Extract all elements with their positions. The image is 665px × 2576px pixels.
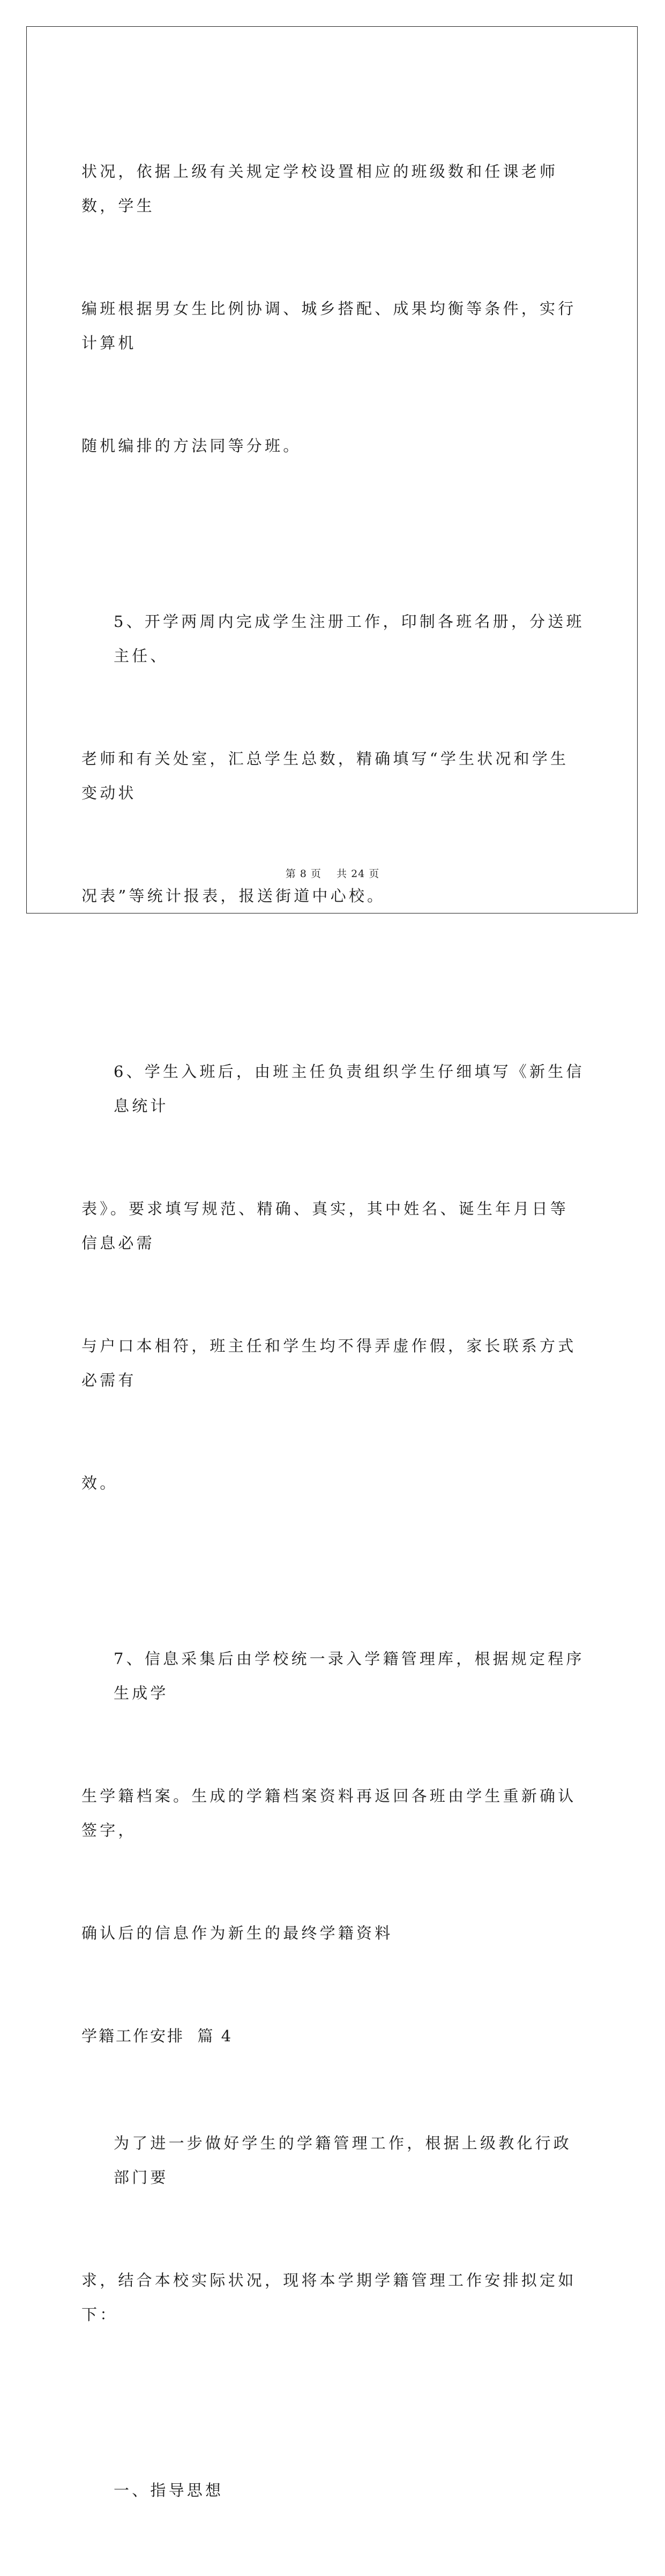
text-line: 一、指导思想 <box>114 2481 224 2499</box>
page-footer <box>0 866 665 880</box>
paragraph-1 <box>81 86 585 531</box>
text-line: 状况，依据上级有关规定学校设置相应的班级数和任课老师数，学生 <box>81 162 558 215</box>
text-line: 为了进一步做好学生的学籍管理工作，根据上级教化行政部门要 <box>114 2134 572 2186</box>
paragraph-5 <box>81 2057 585 2400</box>
text-line: 6、学生入班后，由班主任负责组织学生仔细填写《新生信息统计 <box>114 1062 585 1115</box>
paragraph-4 <box>81 1573 585 2019</box>
section-heading: 学籍工作安排 篇 4 <box>81 2027 233 2045</box>
text-line: 与户口本相符，班主任和学生均不得弄虚作假，家长联系方式必需有 <box>81 1337 577 1389</box>
text-line: 7、信息采集后由学校统一录入学籍管理库，根据规定程序生成学 <box>114 1650 585 1702</box>
text-line: 表》。要求填写规范、精确、真实，其中姓名、诞生年月日等信息必需 <box>81 1200 569 1252</box>
text-line: 生学籍档案。生成的学籍档案资料再返回各班由学生重新确认签字， <box>81 1787 577 1839</box>
text-line: 效。 <box>81 1474 118 1492</box>
text-line: 况表”等统计报表，报送街道中心校。 <box>81 887 386 905</box>
text-line: 编班根据男女生比例协调、城乡搭配、成果均衡等条件，实行计算机 <box>81 299 577 352</box>
page-number: 第 8 页 共 24 页 <box>285 868 380 880</box>
paragraph-2 <box>81 536 585 982</box>
text-line: 5、开学两周内完成学生注册工作，印制各班名册，分送班主任、 <box>114 612 585 665</box>
paragraph-6 <box>81 2405 585 2576</box>
paragraph-3 <box>81 986 585 1569</box>
text-line: 随机编排的方法同等分班。 <box>81 437 302 455</box>
text-line: 求，结合本校实际状况，现将本学期学籍管理工作安排拟定如下： <box>81 2271 577 2324</box>
document-body <box>81 86 585 2576</box>
text-line: 老师和有关处室，汇总学生总数，精确填写“学生状况和学生变动状 <box>81 750 569 802</box>
text-line: 确认后的信息作为新生的最终学籍资料 <box>81 1924 393 1942</box>
